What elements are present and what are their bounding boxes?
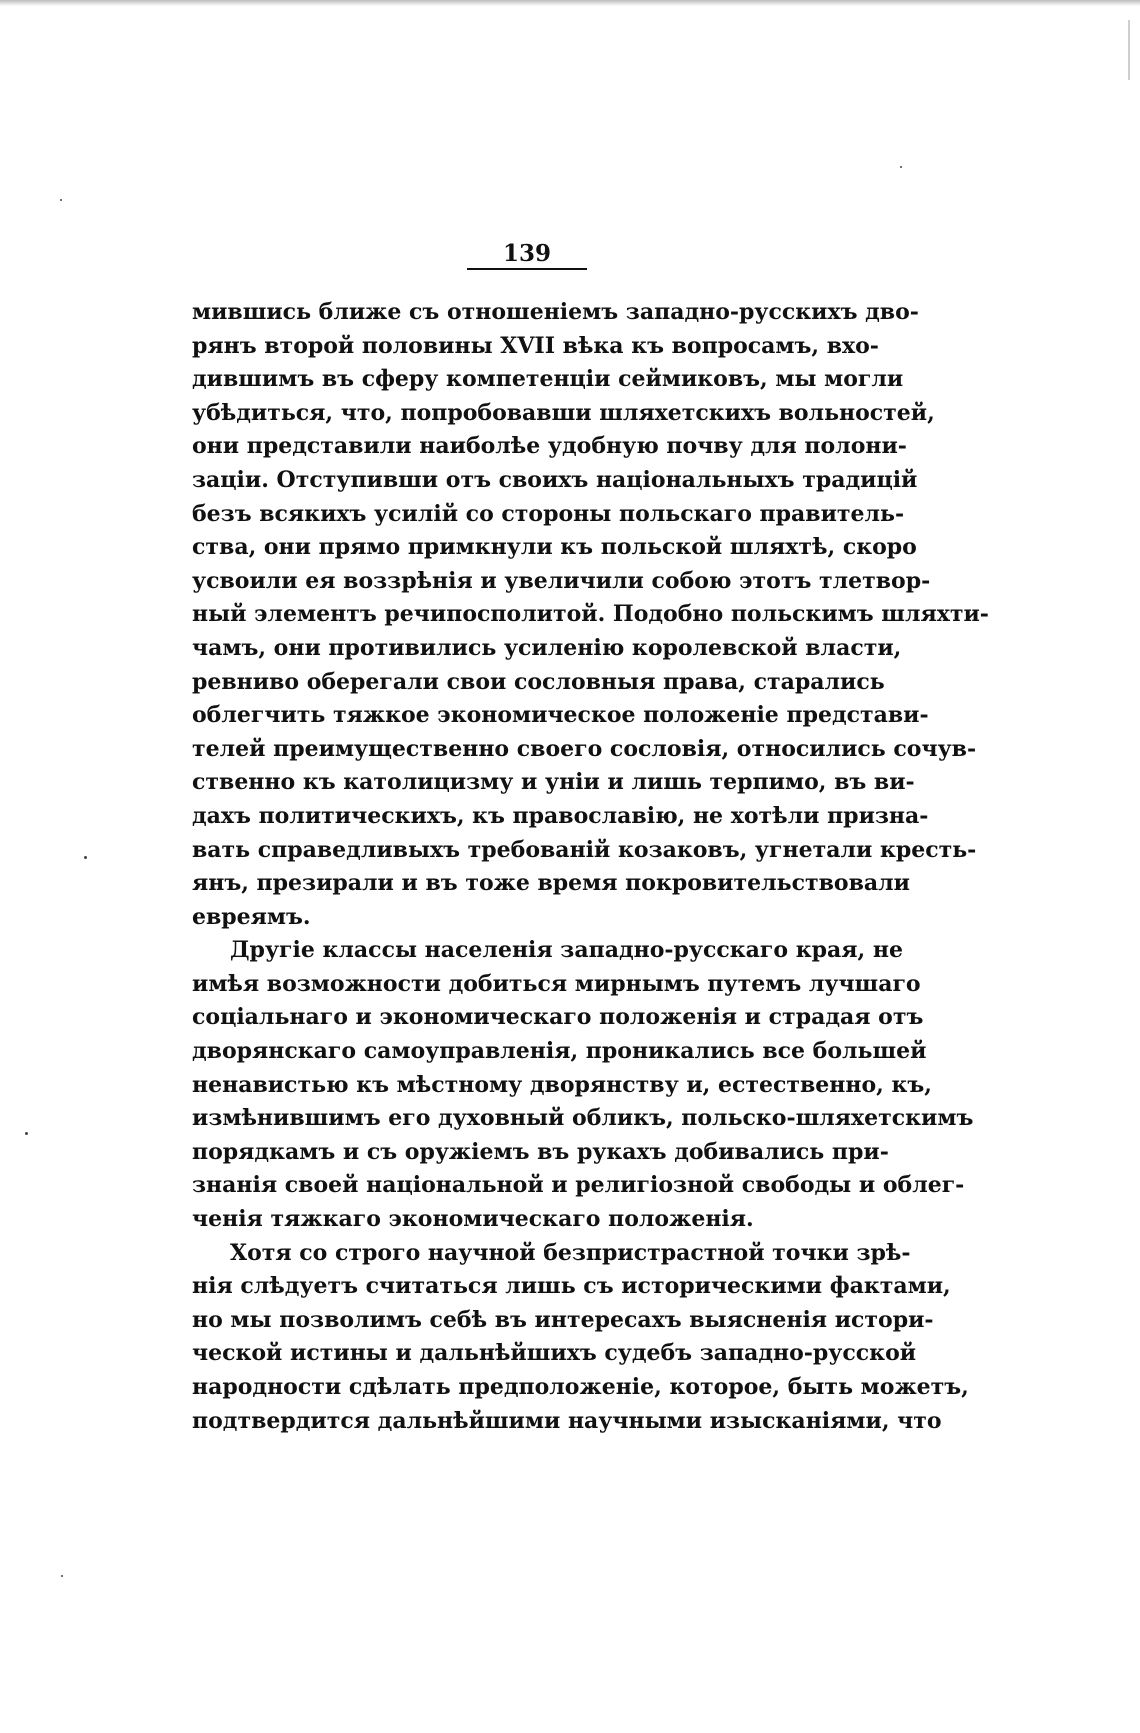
- scan-speck: [61, 1575, 63, 1577]
- text-line: ства, они прямо примкнули къ польской шляхтѣ, скоро: [192, 534, 917, 561]
- text-line: ный элементъ речипосполитой. Подобно польскимъ шляхти-: [192, 601, 989, 628]
- text-line: безъ всякихъ усилій со стороны польскаго правитель-: [192, 500, 905, 527]
- text-line: но мы позволимъ себѣ въ интересахъ выясненія истори-: [192, 1306, 934, 1333]
- text-line: усвоили ея воззрѣнія и увеличили собою этотъ тлетвор-: [192, 567, 931, 594]
- text-line: ственно къ католицизму и уніи и лишь терпимо, въ ви-: [192, 769, 915, 796]
- body-text: [192, 296, 989, 1438]
- text-line: дворянскаго самоуправленія, проникались все большей: [192, 1038, 927, 1065]
- text-line: знанія своей національной и религіозной свободы и облег-: [192, 1172, 965, 1199]
- scan-speck: [900, 166, 902, 168]
- text-line: имѣя возможности добиться мирнымъ путемъ лучшаго: [192, 970, 921, 997]
- text-line: мившись ближе съ отношеніемъ западно-русскихъ дво-: [192, 299, 919, 325]
- text-line: вать справедливыхъ требованій козаковъ, угнетали кресть-: [192, 836, 977, 863]
- text-line: подтвердится дальнѣйшими научными изысканіями, что: [192, 1407, 942, 1434]
- text-line: янъ, презирали и въ тоже время покровительствовали: [192, 870, 910, 897]
- text-line: заціи. Отступивши отъ своихъ національныхъ традицій: [192, 466, 918, 493]
- text-line: убѣдиться, что, попробовавши шляхетскихъ вольностей,: [192, 399, 935, 426]
- text-line: рянъ второй половины XVII вѣка къ вопросамъ, вхо-: [192, 332, 879, 359]
- scan-edge-mark: [1128, 20, 1130, 80]
- text-line: народности сдѣлать предположеніе, которое, быть можетъ,: [192, 1374, 969, 1400]
- text-line: соціальнаго и экономическаго положенія и страдая отъ: [192, 1004, 924, 1031]
- text-line: евреямъ.: [192, 903, 311, 930]
- text-line: ненавистью къ мѣстному дворянству и, естественно, къ,: [192, 1071, 932, 1098]
- scan-speck: [60, 199, 62, 201]
- text-line: измѣнившимъ его духовный обликъ, польско-шляхетскимъ: [192, 1105, 974, 1132]
- text-line: ченія тяжкаго экономическаго положенія.: [192, 1206, 754, 1233]
- text-line: чамъ, они противились усиленію королевской власти,: [192, 634, 902, 661]
- text-line: порядкамъ и съ оружіемъ въ рукахъ добивались при-: [192, 1138, 889, 1165]
- text-line: Другіе классы населенія западно-русскаго края, не: [230, 937, 903, 964]
- text-line: нія слѣдуетъ считаться лишь съ историческими фактами,: [192, 1273, 951, 1300]
- text-line: дившимъ въ сферу компетенціи сеймиковъ, мы могли: [192, 366, 904, 393]
- text-line: облегчить тяжкое экономическое положеніе представи-: [192, 702, 929, 729]
- text-line: телей преимущественно своего сословія, относились сочув-: [192, 735, 977, 762]
- text-line: Хотя со строго научной безпристрастной точки зрѣ-: [230, 1239, 911, 1266]
- scan-speck: [25, 1132, 28, 1135]
- scan-speck: [84, 856, 87, 859]
- page-number-rule: [467, 268, 587, 270]
- text-line: ческой истины и дальнѣйшихъ судебъ западно-русской: [192, 1340, 917, 1367]
- text-line: ревниво оберегали свои сословныя права, старались: [192, 668, 885, 695]
- text-line: они представили наиболѣе удобную почву для полони-: [192, 433, 907, 460]
- page-number: 139: [502, 240, 551, 267]
- scan-edge-shadow: [0, 0, 1140, 6]
- text-line: дахъ политическихъ, къ православію, не хотѣли призна-: [192, 802, 929, 829]
